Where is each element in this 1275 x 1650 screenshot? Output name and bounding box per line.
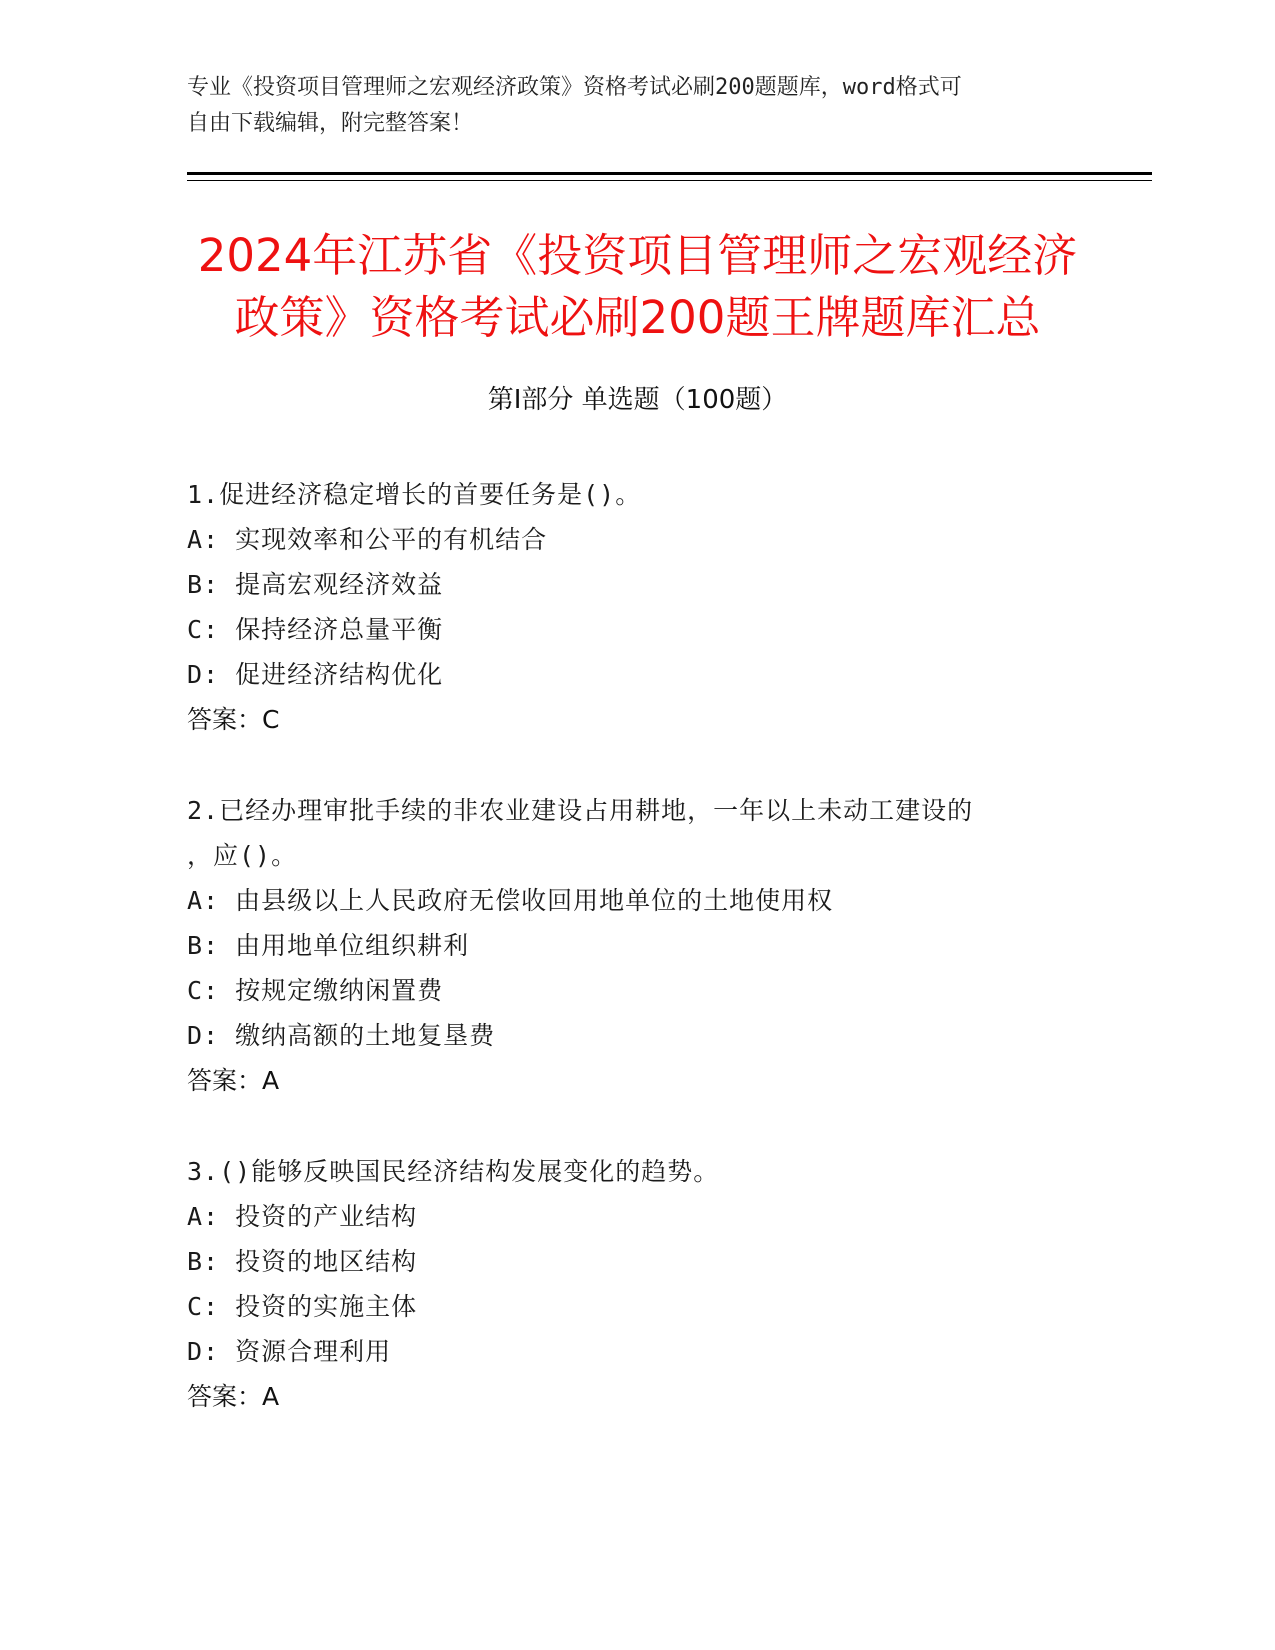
- option-d: D: 缴纳高额的土地复垦费: [187, 1021, 496, 1050]
- option-d: D: 资源合理利用: [187, 1337, 392, 1366]
- section-heading: 第Ⅰ部分 单选题（100题）: [487, 385, 788, 415]
- document-title-line-1: 2024年江苏省《投资项目管理师之宏观经济: [197, 229, 1078, 282]
- document-title: [150, 225, 1125, 349]
- option-a: A: 实现效率和公平的有机结合: [187, 525, 548, 554]
- question-list: [187, 472, 1087, 1465]
- document-title-line-2: 政策》资格考试必刷200题王牌题库汇总: [234, 291, 1041, 344]
- option-b: B: 由用地单位组织耕利: [187, 931, 470, 960]
- header-divider-thin: [187, 180, 1152, 181]
- option-c: C: 投资的实施主体: [187, 1292, 418, 1321]
- question-stem: 2.已经办理审批手续的非农业建设占用耕地，一年以上未动工建设的: [187, 796, 974, 825]
- question-stem: 1.促进经济稳定增长的首要任务是()。: [187, 480, 642, 509]
- option-c: C: 按规定缴纳闲置费: [187, 976, 444, 1005]
- header-note-line-2: 自由下载编辑，附完整答案！: [187, 111, 474, 136]
- option-d: D: 促进经济结构优化: [187, 660, 444, 689]
- answer: 答案：C: [187, 705, 280, 734]
- question-2: [187, 788, 1087, 1103]
- question-stem: 3.()能够反映国民经济结构发展变化的趋势。: [187, 1157, 720, 1186]
- option-b: B: 提高宏观经济效益: [187, 570, 444, 599]
- header-note: [187, 70, 1087, 142]
- option-a: A: 投资的产业结构: [187, 1202, 418, 1231]
- header-divider-thick: [187, 172, 1152, 175]
- question-3: [187, 1149, 1087, 1419]
- question-1: [187, 472, 1087, 742]
- option-b: B: 投资的地区结构: [187, 1247, 418, 1276]
- header-note-line-1: 专业《投资项目管理师之宏观经济政策》资格考试必刷200题题库，word格式可: [187, 75, 962, 100]
- option-c: C: 保持经济总量平衡: [187, 615, 444, 644]
- answer: 答案：A: [187, 1382, 280, 1411]
- option-a: A: 由县级以上人民政府无偿收回用地单位的土地使用权: [187, 886, 834, 915]
- question-stem-continuation: ，应()。: [187, 841, 298, 870]
- answer: 答案：A: [187, 1066, 280, 1095]
